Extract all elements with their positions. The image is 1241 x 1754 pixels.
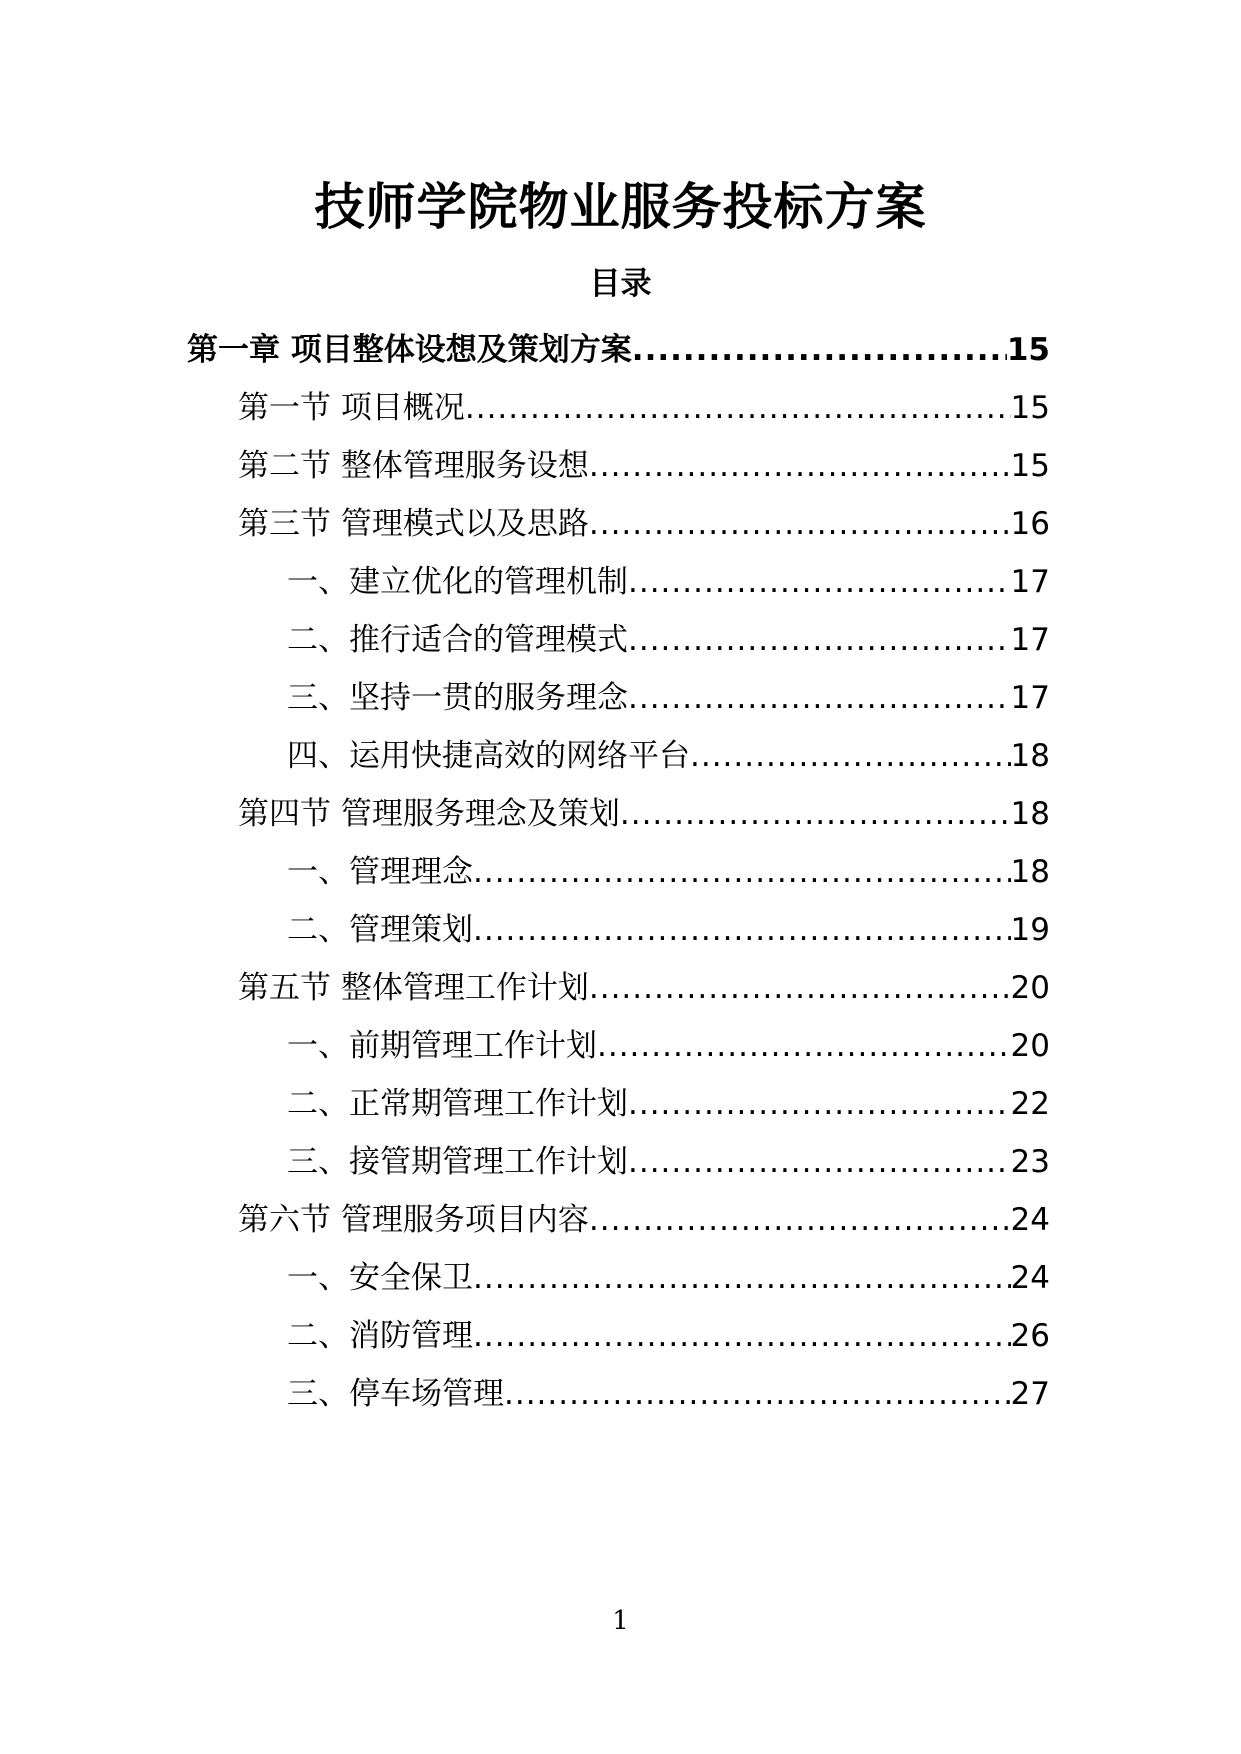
- toc-leader-dots: [465, 384, 1011, 432]
- toc-entry-label: 一、管理理念: [287, 854, 473, 890]
- toc-entry-subsection[interactable]: [287, 732, 1050, 780]
- toc-heading: 目录: [589, 266, 652, 302]
- toc-leader-dots: [589, 442, 1011, 490]
- toc-entry-label: 二、管理策划: [287, 912, 473, 948]
- toc-entry-page: 18: [1010, 796, 1050, 832]
- toc-entry-label: 二、消防管理: [287, 1318, 473, 1354]
- toc-leader-dots: [620, 790, 1011, 838]
- toc-entry-label: 四、运用快捷高效的网络平台: [287, 738, 690, 774]
- toc-entry-page: 23: [1010, 1144, 1050, 1180]
- toc-leader-dots: [473, 1254, 1011, 1302]
- toc-entry-subsection[interactable]: [287, 1312, 1050, 1360]
- toc-entry-page: 16: [1010, 506, 1050, 542]
- toc-entry-label: 一、安全保卫: [287, 1260, 473, 1296]
- toc-leader-dots: [589, 1196, 1011, 1244]
- toc-entry-label: 二、推行适合的管理模式: [287, 622, 628, 658]
- toc-entry-section-4[interactable]: [238, 790, 1050, 838]
- toc-entry-page: 19: [1010, 912, 1050, 948]
- toc-entry-subsection[interactable]: [287, 1080, 1050, 1128]
- toc-leader-dots: [628, 1138, 1011, 1186]
- toc-entry-page: 18: [1010, 738, 1050, 774]
- toc-entry-label: 三、接管期管理工作计划: [287, 1144, 628, 1180]
- toc-entry-page: 17: [1010, 622, 1050, 658]
- page-number: 1: [612, 1606, 629, 1636]
- toc-leader-dots: [473, 848, 1011, 896]
- toc-leader-dots: [597, 1022, 1011, 1070]
- toc-entry-page: 15: [1006, 332, 1050, 368]
- toc-entry-page: 17: [1010, 564, 1050, 600]
- toc-entry-page: 18: [1010, 854, 1050, 890]
- toc-leader-dots: [473, 906, 1011, 954]
- toc-leader-dots: [504, 1370, 1011, 1418]
- toc-entry-subsection[interactable]: [287, 848, 1050, 896]
- toc-leader-dots: [589, 964, 1011, 1012]
- toc-entry-page: 24: [1010, 1260, 1050, 1296]
- toc-entry-page: 27: [1010, 1376, 1050, 1412]
- toc-entry-page: 20: [1010, 970, 1050, 1006]
- toc-entry-page: 15: [1010, 390, 1050, 426]
- document-title: 技师学院物业服务投标方案: [314, 178, 927, 236]
- toc-entry-label: 一、前期管理工作计划: [287, 1028, 597, 1064]
- toc-leader-dots: [632, 326, 1007, 374]
- toc-leader-dots: [628, 1080, 1011, 1128]
- toc-leader-dots: [628, 616, 1011, 664]
- toc-entry-page: 22: [1010, 1086, 1050, 1122]
- toc-entry-subsection[interactable]: [287, 558, 1050, 606]
- toc-entry-page: 15: [1010, 448, 1050, 484]
- toc-entry-section-3[interactable]: [238, 500, 1050, 548]
- toc-entry-label: 二、正常期管理工作计划: [287, 1086, 628, 1122]
- toc-entry-section-5[interactable]: [238, 964, 1050, 1012]
- toc-entry-section-1[interactable]: [238, 384, 1050, 432]
- toc-entry-chapter-1[interactable]: [187, 326, 1050, 374]
- toc-leader-dots: [628, 674, 1011, 722]
- toc-entry-label: 三、坚持一贯的服务理念: [287, 680, 628, 716]
- toc-entry-label: 第一章 项目整体设想及策划方案: [187, 332, 632, 368]
- toc-entry-page: 24: [1010, 1202, 1050, 1238]
- toc-entry-subsection[interactable]: [287, 1254, 1050, 1302]
- toc-leader-dots: [690, 732, 1011, 780]
- toc-entry-label: 一、建立优化的管理机制: [287, 564, 628, 600]
- toc-leader-dots: [473, 1312, 1011, 1360]
- toc-entry-subsection[interactable]: [287, 1138, 1050, 1186]
- toc-entry-page: 17: [1010, 680, 1050, 716]
- toc-entry-subsection[interactable]: [287, 616, 1050, 664]
- toc-entry-label: 第五节 整体管理工作计划: [238, 970, 589, 1006]
- toc-entry-label: 三、停车场管理: [287, 1376, 504, 1412]
- toc-entry-page: 26: [1010, 1318, 1050, 1354]
- toc-entry-subsection[interactable]: [287, 906, 1050, 954]
- toc-entry-label: 第六节 管理服务项目内容: [238, 1202, 589, 1238]
- toc-entry-section-2[interactable]: [238, 442, 1050, 490]
- toc-entry-label: 第二节 整体管理服务设想: [238, 448, 589, 484]
- toc-entry-section-6[interactable]: [238, 1196, 1050, 1244]
- toc-entry-subsection[interactable]: [287, 674, 1050, 722]
- toc-leader-dots: [589, 500, 1011, 548]
- toc-entry-label: 第一节 项目概况: [238, 390, 465, 426]
- toc-entry-label: 第四节 管理服务理念及策划: [238, 796, 620, 832]
- toc-entry-subsection[interactable]: [287, 1022, 1050, 1070]
- toc-entry-subsection[interactable]: [287, 1370, 1050, 1418]
- toc-entry-page: 20: [1010, 1028, 1050, 1064]
- toc-entry-label: 第三节 管理模式以及思路: [238, 506, 589, 542]
- toc-leader-dots: [628, 558, 1011, 606]
